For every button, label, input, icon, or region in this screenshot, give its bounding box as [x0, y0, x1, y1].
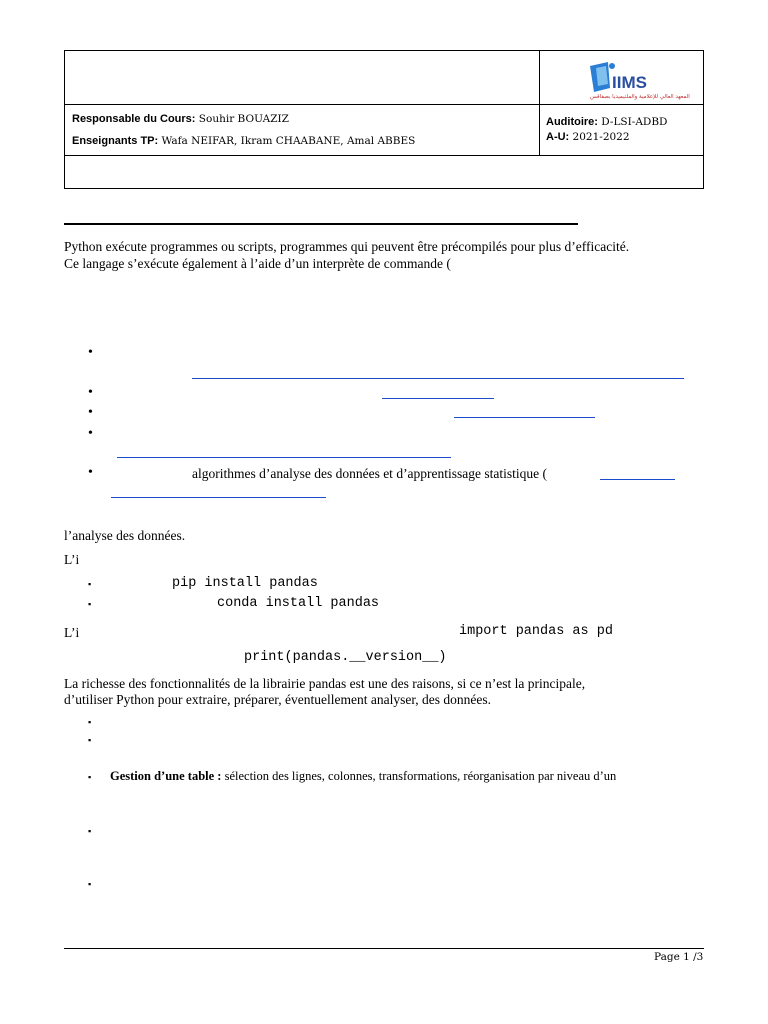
- square-bullet-gestion: ▪: [88, 772, 92, 782]
- square-bullet-pip: ▪: [88, 579, 92, 589]
- analyse-line: l’analyse des données.: [64, 528, 186, 543]
- conda-command: conda install pandas: [217, 596, 380, 611]
- import-intro: L’i: [64, 625, 80, 640]
- install-intro: L’i: [64, 552, 80, 567]
- responsable-label: Responsable du Cours:: [72, 113, 196, 125]
- logo-text: IIMS: [612, 73, 647, 92]
- title-rule: [64, 223, 578, 225]
- enseignants-value: Wafa NEIFAR, Ikram CHAABANE, Amal ABBES: [158, 135, 416, 147]
- bullet-5-text: algorithmes d’analyse des données et d’apprentissage statistique (: [192, 466, 548, 481]
- link-underline-5a[interactable]: [600, 479, 675, 480]
- link-underline-2[interactable]: [382, 398, 494, 399]
- para2-line2: d’utiliser Python pour extraire, préparer, éventuellement analyser, des données.: [64, 692, 492, 707]
- header-divider-vertical: [539, 50, 540, 155]
- bullet-5: •: [88, 465, 93, 480]
- gestion-line: [110, 768, 616, 784]
- square-bullet-conda: ▪: [88, 599, 92, 609]
- au-label: A-U:: [546, 131, 570, 143]
- para2-line1: La richesse des fonctionnalités de la librairie pandas est une des raisons, si ce n’est la principale,: [64, 676, 586, 691]
- enseignants-label: Enseignants TP:: [72, 135, 159, 147]
- responsable-value: Souhir BOUAZIZ: [195, 113, 289, 125]
- iims-logo: [586, 58, 690, 102]
- link-underline-3[interactable]: [454, 417, 595, 418]
- bullet-1: •: [88, 345, 93, 360]
- auditoire-line: [546, 115, 667, 129]
- link-underline-1[interactable]: [192, 378, 684, 379]
- au-value: 2021-2022: [569, 131, 630, 143]
- para1-line1: Python exécute programmes ou scripts, programmes qui peuvent être précompilés pour plus d’efficacité.: [64, 239, 630, 254]
- link-underline-5b[interactable]: [111, 497, 326, 498]
- page-number: Page 1 /3: [654, 951, 704, 963]
- link-underline-4[interactable]: [117, 457, 451, 458]
- gestion-label: Gestion d’une table :: [110, 769, 222, 783]
- square-bullet-c: ▪: [88, 826, 92, 836]
- responsable-line: [72, 112, 289, 126]
- bullet-4: •: [88, 426, 93, 441]
- pip-command: pip install pandas: [172, 576, 318, 591]
- header-divider-1: [64, 104, 704, 105]
- bullet-3: •: [88, 405, 93, 420]
- au-line: [546, 130, 630, 144]
- bullet-2: •: [88, 385, 93, 400]
- enseignants-line: [72, 134, 415, 148]
- gestion-text: sélection des lignes, colonnes, transformations, réorganisation par niveau d’un: [221, 769, 617, 783]
- header-divider-2: [64, 155, 704, 156]
- print-command: print(pandas.__version__): [244, 650, 447, 665]
- auditoire-label: Auditoire:: [546, 116, 598, 128]
- logo-arabic: المعهد العالي للإعلامية والملتيميديا بصفاقس: [590, 94, 690, 100]
- para1-line2: Ce langage s’exécute également à l’aide d’un interprète de commande (: [64, 256, 451, 271]
- import-command: import pandas as pd: [459, 624, 613, 639]
- square-bullet-a: ▪: [88, 717, 92, 727]
- square-bullet-d: ▪: [88, 879, 92, 889]
- footer-rule: [64, 948, 704, 949]
- square-bullet-b: ▪: [88, 735, 92, 745]
- auditoire-value: D-LSI-ADBD: [597, 116, 668, 128]
